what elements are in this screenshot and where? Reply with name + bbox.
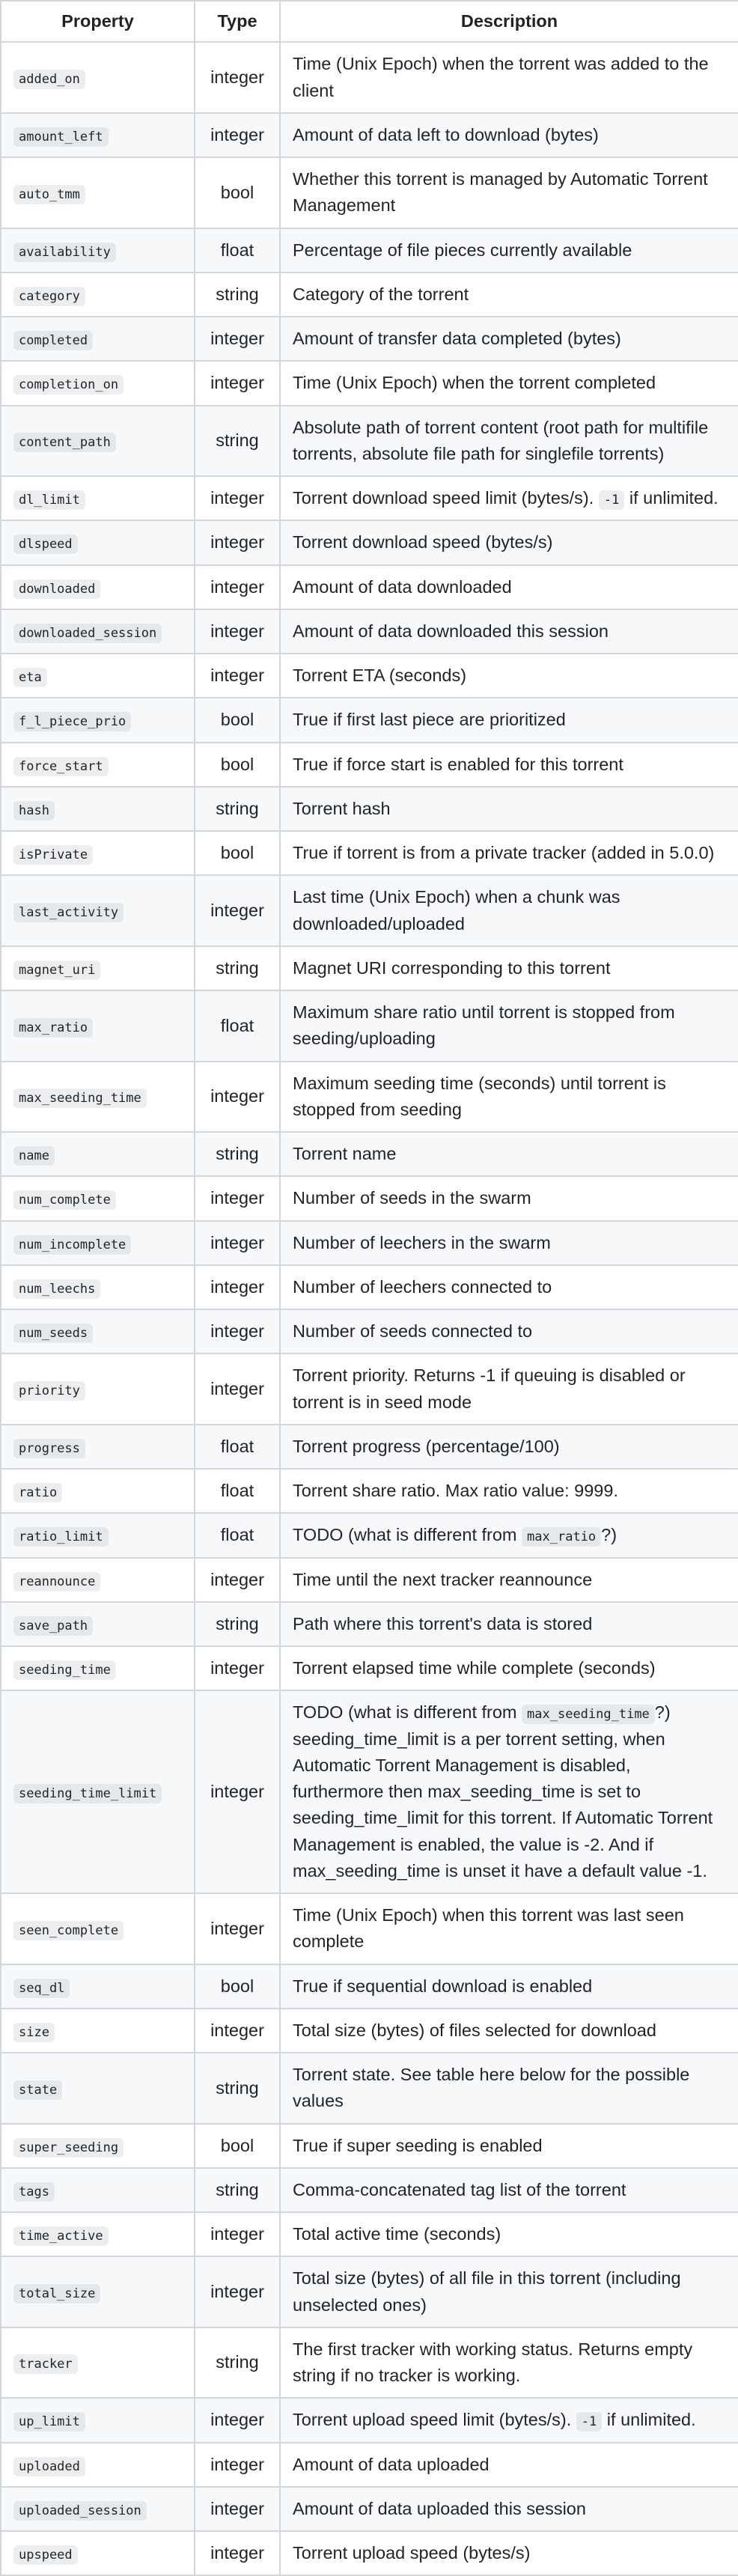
table-row [1, 1309, 738, 1354]
description-text: True if sequential download is enabled [293, 1976, 593, 1996]
description-cell [280, 2009, 738, 2053]
property-name: state [13, 2080, 62, 2100]
description-text: Torrent name [293, 1144, 397, 1163]
description-cell [280, 1425, 738, 1469]
property-name: seeding_time [13, 1660, 116, 1680]
description-cell [280, 1062, 738, 1133]
description-text: Torrent upload speed (bytes/s) [293, 2543, 531, 2563]
table-row [1, 1062, 738, 1133]
property-name: isPrivate [13, 845, 93, 865]
description-text: ?) [601, 1525, 617, 1545]
property-cell [1, 2053, 195, 2124]
type-cell: string [195, 2327, 280, 2399]
type-cell: integer [195, 1176, 280, 1220]
property-cell [1, 1893, 195, 1964]
property-cell [1, 2327, 195, 2399]
description-text: Total active time (seconds) [293, 2224, 501, 2244]
description-text: Maximum share ratio until torrent is stopped from seeding/uploading [293, 1002, 675, 1049]
type-cell: integer [195, 361, 280, 405]
description-cell [280, 2124, 738, 2168]
property-name: save_path [13, 1616, 93, 1636]
property-cell [1, 875, 195, 946]
property-name: priority [13, 1381, 85, 1401]
description-text: Number of seeds in the swarm [293, 1188, 531, 1208]
property-cell [1, 1132, 195, 1176]
property-name: magnet_uri [13, 960, 100, 980]
description-cell [280, 2212, 738, 2256]
description-cell [280, 565, 738, 609]
description-cell [280, 272, 738, 317]
property-name: downloaded_session [13, 624, 162, 643]
type-cell: bool [195, 1964, 280, 2009]
property-cell [1, 2009, 195, 2053]
type-cell: integer [195, 1646, 280, 1690]
property-name: f_l_piece_prio [13, 712, 131, 731]
description-text: Category of the torrent [293, 284, 469, 304]
type-cell: string [195, 272, 280, 317]
property-name: ratio [13, 1483, 62, 1502]
description-cell [280, 476, 738, 520]
property-cell [1, 1690, 195, 1893]
property-name: tags [13, 2182, 55, 2202]
table-row [1, 2327, 738, 2399]
property-name: seeding_time_limit [13, 1784, 162, 1803]
property-cell [1, 2531, 195, 2575]
type-cell: integer [195, 2531, 280, 2575]
table-row [1, 1469, 738, 1513]
description-text: Path where this torrent's data is stored [293, 1613, 593, 1633]
table-row [1, 228, 738, 272]
description-cell [280, 1893, 738, 1964]
property-cell [1, 361, 195, 405]
description-text: Torrent elapsed time while complete (seconds) [293, 1658, 656, 1678]
description-cell [280, 2256, 738, 2327]
property-cell [1, 476, 195, 520]
table-row [1, 1221, 738, 1265]
description-cell [280, 1132, 738, 1176]
type-cell: bool [195, 743, 280, 787]
property-cell [1, 2168, 195, 2212]
property-cell [1, 609, 195, 654]
property-name: auto_tmm [13, 185, 85, 204]
table-row [1, 361, 738, 405]
table-row [1, 698, 738, 742]
description-text: Time until the next tracker reannounce [293, 1569, 593, 1589]
table-row [1, 1964, 738, 2009]
description-cell [280, 2443, 738, 2487]
description-cell [280, 1469, 738, 1513]
property-name: added_on [13, 70, 85, 89]
property-name: eta [13, 668, 47, 687]
property-name: dl_limit [13, 490, 85, 510]
property-name: max_seeding_time [13, 1088, 147, 1108]
type-cell: bool [195, 831, 280, 875]
property-cell [1, 317, 195, 361]
property-name: super_seeding [13, 2138, 123, 2158]
description-cell [280, 1690, 738, 1893]
description-cell [280, 946, 738, 990]
table-row [1, 1513, 738, 1557]
description-cell [280, 361, 738, 405]
property-name: downloaded [13, 579, 100, 599]
description-cell [280, 520, 738, 564]
type-cell: string [195, 406, 280, 477]
type-cell: integer [195, 317, 280, 361]
property-name: num_incomplete [13, 1235, 131, 1255]
property-cell [1, 2124, 195, 2168]
type-cell: integer [195, 1265, 280, 1309]
property-name: num_leechs [13, 1279, 100, 1299]
description-cell [280, 1558, 738, 1602]
property-name: total_size [13, 2284, 100, 2304]
table-row [1, 2168, 738, 2212]
table-row [1, 743, 738, 787]
table-row [1, 946, 738, 990]
property-cell [1, 113, 195, 157]
description-text: Torrent share ratio. Max ratio value: 9999. [293, 1481, 618, 1500]
table-row [1, 2212, 738, 2256]
property-name: ratio_limit [13, 1527, 109, 1547]
type-cell: integer [195, 1221, 280, 1265]
header-description: Description [280, 1, 738, 42]
description-text: Last time (Unix Epoch) when a chunk was downloaded/uploaded [293, 887, 620, 934]
table-row [1, 2398, 738, 2442]
table-row [1, 875, 738, 946]
property-cell [1, 743, 195, 787]
property-cell [1, 1964, 195, 2009]
type-cell: string [195, 2168, 280, 2212]
table-row [1, 1176, 738, 1220]
property-cell [1, 946, 195, 990]
property-cell [1, 2398, 195, 2442]
property-cell [1, 698, 195, 742]
description-text: Number of seeds connected to [293, 1321, 533, 1341]
type-cell: integer [195, 520, 280, 564]
property-name: amount_left [13, 127, 109, 147]
property-cell [1, 1221, 195, 1265]
type-cell: string [195, 2053, 280, 2124]
table-row [1, 990, 738, 1062]
description-cell [280, 157, 738, 228]
description-text: Amount of data uploaded [293, 2454, 490, 2474]
property-name: seen_complete [13, 1921, 123, 1940]
property-cell [1, 654, 195, 698]
description-text: Time (Unix Epoch) when this torrent was last seen complete [293, 1905, 684, 1952]
table-row [1, 1646, 738, 1690]
property-cell [1, 1602, 195, 1646]
property-name: completed [13, 331, 93, 350]
description-text: Torrent download speed (bytes/s) [293, 532, 553, 552]
description-cell [280, 990, 738, 1062]
table-row [1, 157, 738, 228]
description-cell [280, 609, 738, 654]
inline-code: -1 [576, 2412, 602, 2432]
property-name: num_seeds [13, 1324, 93, 1343]
description-cell [280, 2053, 738, 2124]
property-name: dlspeed [13, 535, 78, 554]
header-row [1, 1, 738, 42]
type-cell: float [195, 990, 280, 1062]
type-cell: float [195, 228, 280, 272]
description-cell [280, 1646, 738, 1690]
description-text: True if super seeding is enabled [293, 2135, 543, 2155]
property-name: uploaded [13, 2457, 85, 2476]
description-cell [280, 2327, 738, 2399]
description-cell [280, 317, 738, 361]
type-cell: integer [195, 2256, 280, 2327]
table-row [1, 654, 738, 698]
table-row [1, 476, 738, 520]
property-name: content_path [13, 433, 116, 452]
description-text: Percentage of file pieces currently available [293, 240, 632, 260]
description-text: True if first last piece are prioritized [293, 710, 566, 730]
type-cell: integer [195, 1558, 280, 1602]
property-cell [1, 565, 195, 609]
property-cell [1, 1176, 195, 1220]
description-text: Maximum seeding time (seconds) until torrent is stopped from seeding [293, 1073, 666, 1119]
property-cell [1, 1513, 195, 1557]
description-cell [280, 831, 738, 875]
description-text: Time (Unix Epoch) when the torrent completed [293, 373, 656, 393]
table-row [1, 1425, 738, 1469]
property-name: last_activity [13, 903, 123, 922]
property-name: uploaded_session [13, 2501, 147, 2521]
description-text: Amount of data downloaded [293, 576, 512, 597]
property-cell [1, 1062, 195, 1133]
table-row [1, 2443, 738, 2487]
description-text: Torrent state. See table here below for the possible values [293, 2065, 690, 2111]
description-cell [280, 1221, 738, 1265]
inline-code: max_seeding_time [522, 1705, 655, 1724]
description-text: Magnet URI corresponding to this torrent [293, 957, 611, 978]
type-cell: integer [195, 2009, 280, 2053]
description-cell [280, 42, 738, 113]
description-text: if unlimited. [624, 488, 719, 508]
description-cell [280, 406, 738, 477]
property-name: availability [13, 243, 116, 262]
table-row [1, 2487, 738, 2531]
description-cell [280, 2487, 738, 2531]
property-cell [1, 2256, 195, 2327]
table-row [1, 2124, 738, 2168]
property-name: size [13, 2023, 55, 2042]
description-text: Total size (bytes) of all file in this torrent (including unselected ones) [293, 2268, 681, 2315]
property-name: name [13, 1146, 55, 1166]
property-name: seq_dl [13, 1979, 70, 1998]
table-row [1, 2053, 738, 2124]
property-name: force_start [13, 757, 109, 776]
description-text: Amount of transfer data completed (bytes) [293, 329, 621, 348]
table-row [1, 831, 738, 875]
type-cell: float [195, 1513, 280, 1557]
property-cell [1, 272, 195, 317]
property-name: upspeed [13, 2545, 78, 2565]
property-cell [1, 42, 195, 113]
description-text: True if force start is enabled for this torrent [293, 754, 623, 774]
table-row [1, 609, 738, 654]
type-cell: integer [195, 1893, 280, 1964]
description-text: The first tracker with working status. Returns empty string if no tracker is working. [293, 2339, 693, 2385]
description-text: Time (Unix Epoch) when the torrent was added to the client [293, 54, 709, 100]
type-cell: integer [195, 654, 280, 698]
description-cell [280, 2398, 738, 2442]
description-cell [280, 1602, 738, 1646]
description-text: TODO (what is different from [293, 1702, 522, 1723]
type-cell: integer [195, 113, 280, 157]
type-cell: bool [195, 2124, 280, 2168]
description-text: Torrent progress (percentage/100) [293, 1436, 560, 1456]
description-cell [280, 654, 738, 698]
property-name: progress [13, 1439, 85, 1458]
table-header [1, 1, 738, 42]
description-cell [280, 1309, 738, 1354]
property-cell [1, 831, 195, 875]
inline-code: max_ratio [522, 1527, 601, 1547]
property-name: num_complete [13, 1190, 116, 1210]
description-cell [280, 875, 738, 946]
type-cell: integer [195, 1354, 280, 1425]
type-cell: float [195, 1469, 280, 1513]
description-text: Torrent priority. Returns -1 if queuing is disabled or torrent is in seed mode [293, 1365, 686, 1412]
description-text: Number of leechers in the swarm [293, 1232, 551, 1252]
description-text: Number of leechers connected to [293, 1276, 552, 1297]
type-cell: integer [195, 2487, 280, 2531]
table-row [1, 113, 738, 157]
description-cell [280, 1964, 738, 2009]
type-cell: integer [195, 2212, 280, 2256]
table-row [1, 42, 738, 113]
type-cell: string [195, 946, 280, 990]
property-cell [1, 1309, 195, 1354]
description-cell [280, 228, 738, 272]
description-text: Absolute path of torrent content (root path for multifile torrents, absolute file path for singlefile torrents) [293, 417, 709, 463]
table-row [1, 2256, 738, 2327]
type-cell: float [195, 1425, 280, 1469]
property-name: tracker [13, 2354, 78, 2374]
description-cell [280, 2531, 738, 2575]
type-cell: integer [195, 875, 280, 946]
table-row [1, 2531, 738, 2575]
header-property: Property [1, 1, 195, 42]
table-row [1, 1893, 738, 1964]
description-text: Total size (bytes) of files selected for download [293, 2020, 656, 2040]
description-cell [280, 698, 738, 742]
property-cell [1, 787, 195, 831]
table-row [1, 1558, 738, 1602]
description-text: TODO (what is different from [293, 1525, 522, 1545]
description-text: Torrent download speed limit (bytes/s). [293, 488, 599, 508]
description-cell [280, 787, 738, 831]
description-cell [280, 1265, 738, 1309]
type-cell: string [195, 787, 280, 831]
type-cell: string [195, 1132, 280, 1176]
property-name: up_limit [13, 2412, 85, 2432]
description-cell [280, 743, 738, 787]
type-cell: integer [195, 609, 280, 654]
table-row [1, 406, 738, 477]
description-text: Torrent upload speed limit (bytes/s). [293, 2410, 576, 2430]
property-cell [1, 2212, 195, 2256]
property-cell [1, 406, 195, 477]
property-cell [1, 157, 195, 228]
type-cell: integer [195, 1690, 280, 1893]
property-name: hash [13, 801, 55, 820]
table-row [1, 1690, 738, 1893]
description-text: True if torrent is from a private tracker (added in 5.0.0) [293, 843, 715, 862]
table-row [1, 272, 738, 317]
description-cell [280, 2168, 738, 2212]
table-body [1, 42, 738, 2575]
type-cell: bool [195, 698, 280, 742]
property-cell [1, 1265, 195, 1309]
table-row [1, 1354, 738, 1425]
table-row [1, 787, 738, 831]
inline-code: -1 [599, 490, 624, 510]
description-text: Amount of data left to download (bytes) [293, 124, 599, 144]
description-text: Comma-concatenated tag list of the torrent [293, 2179, 626, 2199]
description-text: ?) seeding_time_limit is a per torrent setting, when Automatic Torrent Management is disabled, furthermore then max_seeding_time is set to seeding_time_limit for this torrent. If Automatic Torrent Management is enabled, the value is -2. And if max_seeding_time is unset it have a default value -1. [293, 1702, 713, 1881]
description-text: Torrent ETA (seconds) [293, 666, 467, 685]
property-cell [1, 2443, 195, 2487]
table-row [1, 1602, 738, 1646]
description-cell [280, 1513, 738, 1557]
header-type: Type [195, 1, 280, 42]
property-name: category [13, 287, 85, 306]
property-cell [1, 2487, 195, 2531]
type-cell: string [195, 1602, 280, 1646]
table-row [1, 317, 738, 361]
property-name: time_active [13, 2226, 109, 2246]
property-cell [1, 1558, 195, 1602]
property-name: max_ratio [13, 1018, 93, 1038]
description-cell [280, 1176, 738, 1220]
table-row [1, 1132, 738, 1176]
type-cell: integer [195, 2398, 280, 2442]
type-cell: integer [195, 2443, 280, 2487]
description-cell [280, 113, 738, 157]
type-cell: bool [195, 157, 280, 228]
table-row [1, 520, 738, 564]
table-row [1, 2009, 738, 2053]
property-cell [1, 990, 195, 1062]
property-cell [1, 1425, 195, 1469]
type-cell: integer [195, 1309, 280, 1354]
description-text: Amount of data uploaded this session [293, 2498, 586, 2518]
description-cell [280, 1354, 738, 1425]
description-text: if unlimited. [602, 2410, 696, 2430]
description-text: Whether this torrent is managed by Automatic Torrent Management [293, 169, 708, 216]
type-cell: integer [195, 1062, 280, 1133]
type-cell: integer [195, 565, 280, 609]
type-cell: integer [195, 476, 280, 520]
description-text: Torrent hash [293, 798, 391, 818]
type-cell: integer [195, 42, 280, 113]
property-cell [1, 1469, 195, 1513]
table-row [1, 565, 738, 609]
table-row [1, 1265, 738, 1309]
property-cell [1, 1354, 195, 1425]
property-cell [1, 520, 195, 564]
description-text: Amount of data downloaded this session [293, 621, 609, 641]
property-cell [1, 1646, 195, 1690]
property-name: reannounce [13, 1572, 100, 1592]
property-cell [1, 228, 195, 272]
property-name: completion_on [13, 375, 123, 395]
